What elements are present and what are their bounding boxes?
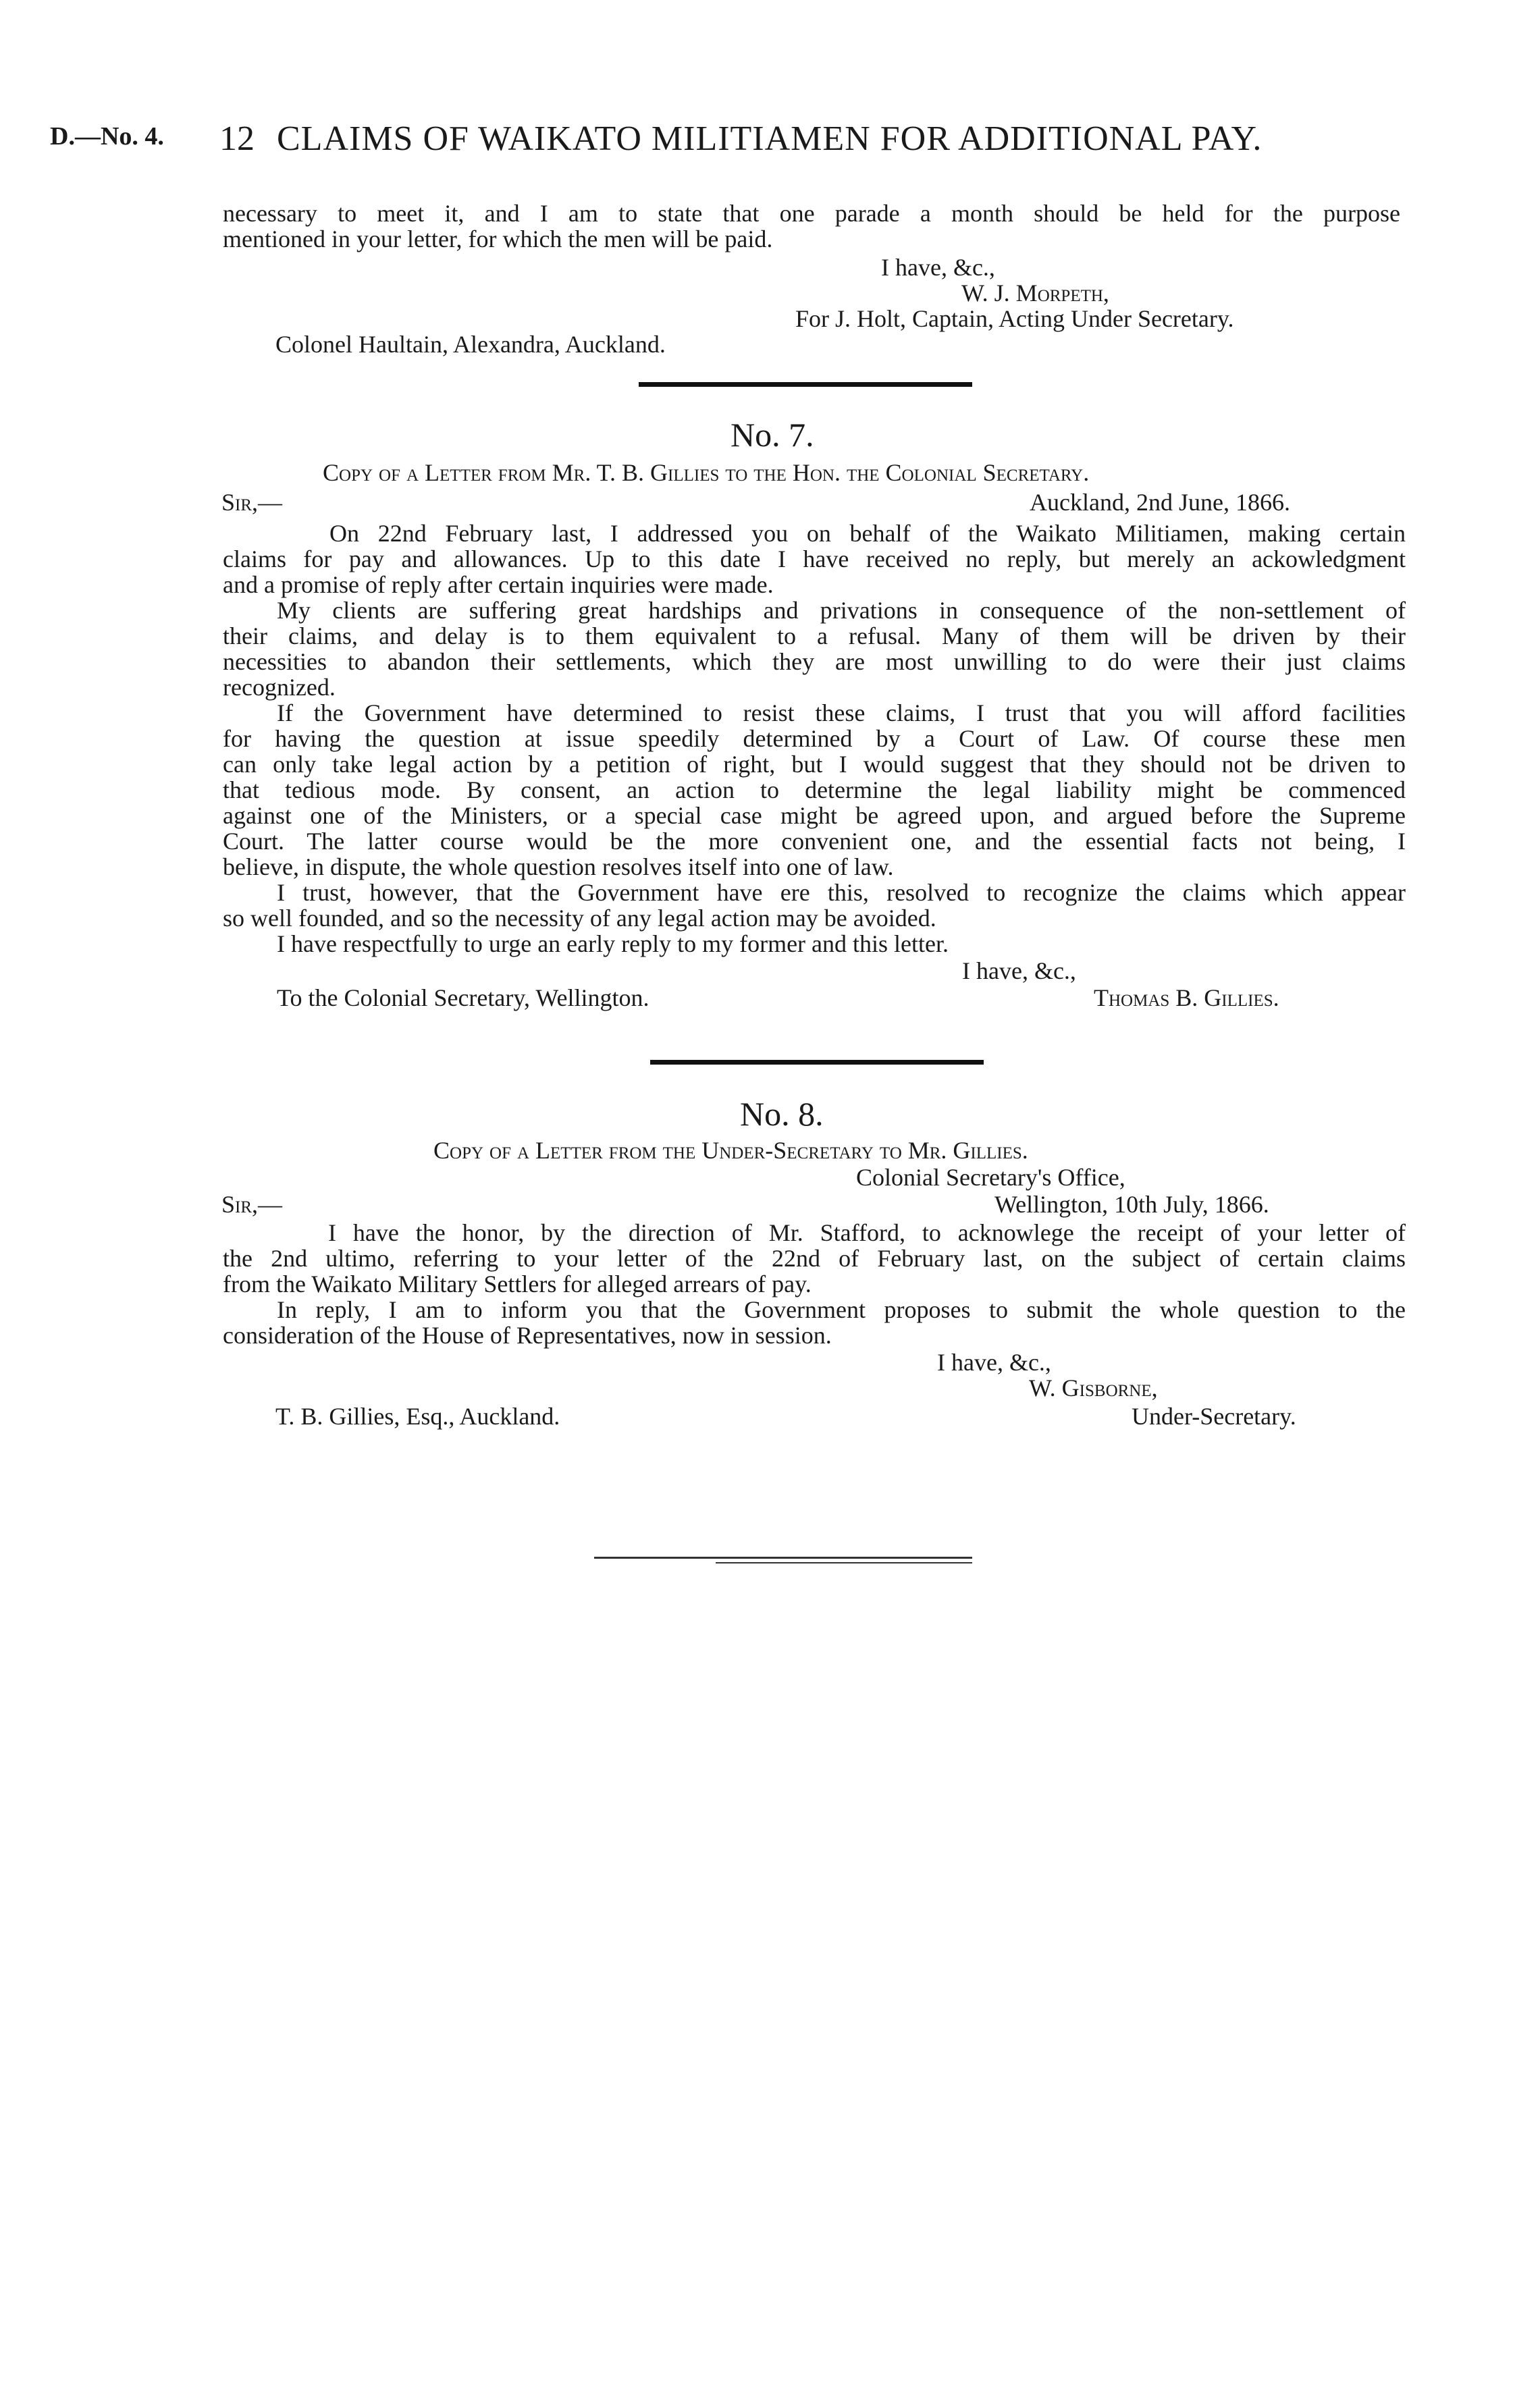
letter8-body-line: the 2nd ultimo, referring to your letter of the 22nd of February last, on the subject of certain claims [223, 1245, 1406, 1272]
letter7-body-line: recognized. [223, 674, 336, 701]
letter7-signature: Thomas B. Gillies. [1094, 984, 1279, 1011]
section-divider [639, 382, 972, 387]
section-divider [650, 1060, 984, 1065]
letter6-body-line: necessary to meet it, and I am to state that one parade a month should be held for the purpose [223, 200, 1400, 227]
letter8-body-line: I have the honor, by the direction of Mr. Stafford, to acknowlege the receipt of your letter of [328, 1219, 1406, 1246]
letter7-closing: I have, &c., [962, 957, 1076, 984]
letter7-caption: Copy of a Letter from Mr. T. B. Gillies to the Hon. the Colonial Secretary. [323, 459, 1090, 486]
letter8-body-line: consideration of the House of Representatives, now in session. [223, 1322, 832, 1349]
letter7-body-line: for having the question at issue speedily determined by a Court of Law. Of course these men [223, 725, 1406, 752]
letter8-caption: Copy of a Letter from the Under-Secretary to Mr. Gillies. [433, 1137, 1028, 1164]
letter7-salutation: Sir,— [221, 489, 283, 516]
letter6-closing: I have, &c., [881, 254, 995, 281]
page-title: CLAIMS OF WAIKATO MILITIAMEN FOR ADDITIONAL PAY. [277, 119, 1263, 158]
letter7-body-line: claims for pay and allowances. Up to this date I have received no reply, but merely an ackowledgment [223, 545, 1406, 572]
end-rule [716, 1562, 972, 1563]
letter8-number: No. 8. [740, 1095, 824, 1133]
letter8-signature-role: Under-Secretary. [1132, 1403, 1296, 1430]
letter7-body-line: I have respectfully to urge an early reply to my former and this letter. [277, 930, 949, 957]
letter6-signature: W. J. Morpeth, [961, 279, 1109, 306]
page-number: 12 [219, 119, 255, 158]
letter8-place-date: Wellington, 10th July, 1866. [994, 1191, 1269, 1218]
letter7-addressee: To the Colonial Secretary, Wellington. [277, 984, 649, 1011]
letter7-number: No. 7. [731, 416, 814, 454]
letter7-body-line: can only take legal action by a petition of right, but I would suggest that they should not be driven to [223, 751, 1406, 778]
letter7-body-line: necessities to abandon their settlements, which they are most unwilling to do were their just claims [223, 648, 1406, 675]
letter7-place-date: Auckland, 2nd June, 1866. [1030, 489, 1290, 516]
letter8-addressee: T. B. Gillies, Esq., Auckland. [275, 1403, 560, 1430]
end-rule [594, 1557, 972, 1559]
letter7-body-line: My clients are suffering great hardships and privations in consequence of the non-settlement of [277, 597, 1406, 624]
letter8-body-line: In reply, I am to inform you that the Government proposes to submit the whole question to the [277, 1296, 1406, 1323]
letter8-signature: W. Gisborne, [1029, 1374, 1158, 1401]
letter7-body-line: believe, in dispute, the whole question resolves itself into one of law. [223, 853, 894, 880]
letter8-closing: I have, &c., [937, 1349, 1051, 1376]
letter8-body-line: from the Waikato Military Settlers for alleged arrears of pay. [223, 1270, 812, 1297]
letter7-body-line: On 22nd February last, I addressed you on behalf of the Waikato Militiamen, making certain [329, 520, 1406, 547]
letter7-body-line: and a promise of reply after certain inquiries were made. [223, 571, 774, 598]
letter7-body-line: against one of the Ministers, or a special case might be agreed upon, and argued before the Supreme [223, 802, 1406, 829]
letter8-salutation: Sir,— [221, 1191, 283, 1218]
letter7-body-line: their claims, and delay is to them equivalent to a refusal. Many of them will be driven by their [223, 622, 1406, 649]
letter7-body-line: I trust, however, that the Government have ere this, resolved to recognize the claims which appear [277, 879, 1406, 906]
letter7-body-line: that tedious mode. By consent, an action to determine the legal liability might be commenced [223, 776, 1406, 803]
document-reference: D.—No. 4. [50, 122, 164, 151]
letter6-signature-role: For J. Holt, Captain, Acting Under Secretary. [795, 305, 1234, 332]
letter7-body-line: If the Government have determined to resist these claims, I trust that you will afford facilities [277, 699, 1406, 726]
letter8-office: Colonial Secretary's Office, [856, 1164, 1125, 1191]
letter7-body-line: Court. The latter course would be the more convenient one, and the essential facts not being, I [223, 828, 1406, 855]
letter6-addressee: Colonel Haultain, Alexandra, Auckland. [275, 331, 666, 358]
letter7-body-line: so well founded, and so the necessity of any legal action may be avoided. [223, 905, 936, 932]
letter6-body-line: mentioned in your letter, for which the men will be paid. [223, 225, 773, 252]
